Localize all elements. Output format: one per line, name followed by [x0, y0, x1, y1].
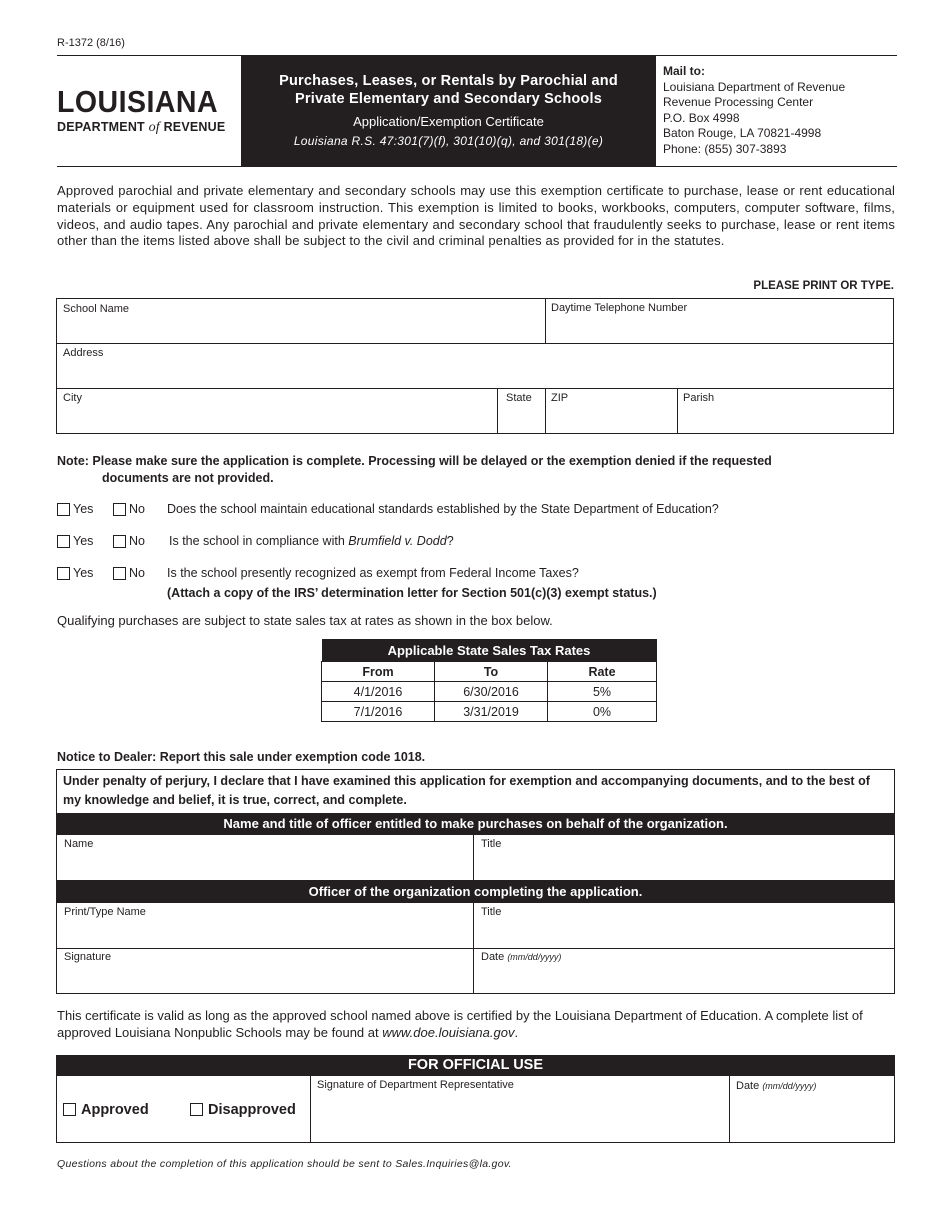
note-line1: Note: Please make sure the application is complete. Processing will be delayed or the exemption denied if the requested: [57, 454, 772, 468]
address-field[interactable]: [57, 344, 893, 388]
approved-label: Approved: [81, 1102, 149, 1118]
mail-to-label: Mail to:: [663, 64, 705, 78]
q1-yes-label: Yes: [73, 502, 94, 516]
q3-yes-label: Yes: [73, 566, 94, 580]
question-3-attachment: (Attach a copy of the IRS’ determination letter for Section 501(c)(3) exempt status.): [167, 586, 657, 600]
table-cell: 4/1/2016: [322, 682, 435, 702]
zip-label: ZIP: [551, 392, 569, 404]
table-cell: 0%: [548, 702, 657, 722]
statute-reference: Louisiana R.S. 47:301(7)(f), 301(10)(q), and 301(18)(e): [293, 134, 604, 148]
intro-paragraph: Approved parochial and private elementary and secondary schools may use this exemption certificate to purchase, lease or rent educational materials or equipment used for classroom instruction. This exemption is limited to books, workbooks, computers, computer software, films, videos, and audio tapes. Any parochial and private elementary and secondary school that fraudulently seeks to purchase, lease or rent items other than the items listed above shall be subject to the civil and criminal penalties as provided for in the statutes.: [57, 183, 895, 249]
date-field[interactable]: [474, 949, 894, 993]
mail-to-block: [663, 64, 845, 158]
disapproved-label: Disapproved: [208, 1102, 296, 1118]
officer-name-label: Name: [64, 838, 94, 850]
q2-end: ?: [446, 534, 454, 548]
validity-text: This certificate is valid as long as the approved school named above is certified by the Louisiana Department of Education. A complete list of approved Louisiana Nonpublic Schools may be found at: [57, 1008, 863, 1040]
disapproved-checkbox[interactable]: [190, 1103, 203, 1116]
footer-contact: Questions about the completion of this application should be sent to Sales.Inquiries@la.gov.: [57, 1158, 512, 1170]
question-1: Does the school maintain educational standards established by the State Department of Education?: [167, 502, 719, 516]
print-name-field[interactable]: [57, 904, 473, 948]
header-bottom-rule: [57, 166, 897, 167]
q3-no-label: No: [129, 566, 145, 580]
mail-line: P.O. Box 4998: [663, 110, 740, 125]
q2-text: Is the school in compliance with: [169, 534, 349, 548]
form-subtitle: Application/Exemption Certificate: [353, 114, 544, 129]
table-cell: 5%: [548, 682, 657, 702]
title2-field[interactable]: [474, 904, 894, 948]
table-row: [322, 682, 657, 702]
form-title: [241, 72, 656, 108]
table-header: From: [322, 662, 435, 682]
logo-revenue-text: REVENUE: [163, 120, 226, 134]
q1-no-checkbox[interactable]: [113, 503, 126, 516]
perjury-statement: Under penalty of perjury, I declare that I have examined this application for exemption and accompanying documents, and to the best of my knowledge and belief, it is true, correct, and complete.: [63, 774, 870, 807]
question-2: [169, 534, 454, 548]
q2-no-label: No: [129, 534, 145, 548]
completion-note: [57, 453, 772, 487]
q2-no-checkbox[interactable]: [113, 535, 126, 548]
dept-signature-field[interactable]: [311, 1077, 729, 1142]
signature-field[interactable]: [57, 949, 473, 993]
validity-end: .: [514, 1024, 519, 1040]
date-format: (mm/dd/yyyy): [507, 952, 562, 962]
q2-case-name: Brumfield v. Dodd: [348, 534, 447, 548]
title-block: [241, 56, 656, 166]
school-name-field[interactable]: [57, 299, 545, 343]
dealer-notice: Notice to Dealer: Report this sale under exemption code 1018.: [57, 750, 426, 764]
city-label: City: [63, 392, 82, 404]
logo-of-text: of: [148, 120, 160, 135]
state-field[interactable]: [498, 389, 545, 433]
logo-department: [57, 120, 225, 136]
official-date-field[interactable]: [730, 1077, 894, 1142]
official-date-text: Date: [736, 1080, 760, 1092]
city-field[interactable]: [57, 389, 497, 433]
official-date-format: (mm/dd/yyyy): [762, 1081, 817, 1091]
table-cell: 7/1/2016: [322, 702, 435, 722]
table-cell: 6/30/2016: [435, 682, 548, 702]
logo-dept-text: DEPARTMENT: [57, 120, 145, 134]
phone-label: Daytime Telephone Number: [551, 302, 688, 314]
rates-table: [321, 639, 657, 722]
q1-no-label: No: [129, 502, 145, 516]
form-title-line2: Private Elementary and Secondary Schools: [295, 91, 602, 107]
mail-line: Louisiana Department of Revenue: [663, 79, 846, 94]
mail-line: Revenue Processing Center: [663, 95, 814, 110]
rates-table-title: Applicable State Sales Tax Rates: [322, 639, 657, 662]
date-text: Date: [481, 951, 505, 963]
officer-title-field[interactable]: [474, 836, 894, 880]
mail-line: Baton Rouge, LA 70821-4998: [663, 126, 822, 141]
table-header: To: [435, 662, 548, 682]
officer-completing-bar: Officer of the organization completing the application.: [56, 880, 895, 903]
q3-no-checkbox[interactable]: [113, 567, 126, 580]
table-header: Rate: [548, 662, 657, 682]
table-row: [322, 662, 657, 682]
title2-label: Title: [481, 906, 502, 918]
dept-signature-label: Signature of Department Representative: [317, 1079, 514, 1091]
print-name-label: Print/Type Name: [64, 906, 146, 918]
q2-yes-checkbox[interactable]: [57, 535, 70, 548]
school-name-label: School Name: [63, 303, 130, 315]
parish-label: Parish: [683, 392, 715, 404]
mail-line: Phone: (855) 307-3893: [663, 141, 787, 156]
officer-purchase-bar: Name and title of officer entitled to make purchases on behalf of the organization.: [56, 813, 895, 835]
q2-yes-label: Yes: [73, 534, 94, 548]
signature-label: Signature: [64, 951, 112, 963]
approved-checkbox[interactable]: [63, 1103, 76, 1116]
q3-yes-checkbox[interactable]: [57, 567, 70, 580]
question-3: Is the school presently recognized as exempt from Federal Income Taxes?: [167, 566, 579, 580]
print-or-type-notice: PLEASE PRINT OR TYPE.: [753, 280, 894, 292]
zip-field[interactable]: [546, 389, 677, 433]
note-line2: documents are not provided.: [102, 471, 274, 485]
doe-url-link[interactable]: www.doe.louisiana.gov: [382, 1024, 515, 1040]
qualifying-text: Qualifying purchases are subject to state sales tax at rates as shown in the box below.: [57, 613, 553, 628]
phone-field[interactable]: [546, 299, 893, 343]
officer-title-label: Title: [481, 838, 502, 850]
form-title-line1: Purchases, Leases, or Rentals by Parochial and: [279, 73, 618, 89]
state-label: State: [506, 392, 532, 404]
validity-paragraph: [57, 1008, 895, 1042]
officer-name-field[interactable]: [57, 836, 473, 880]
form-number: R-1372 (8/16): [57, 37, 125, 49]
address-label: Address: [63, 347, 104, 359]
table-cell: 3/31/2019: [435, 702, 548, 722]
q1-yes-checkbox[interactable]: [57, 503, 70, 516]
official-use-title: FOR OFFICIAL USE: [56, 1055, 895, 1076]
table-row: [322, 702, 657, 722]
logo-louisiana: LOUISIANA: [57, 84, 218, 119]
parish-field[interactable]: [678, 389, 893, 433]
